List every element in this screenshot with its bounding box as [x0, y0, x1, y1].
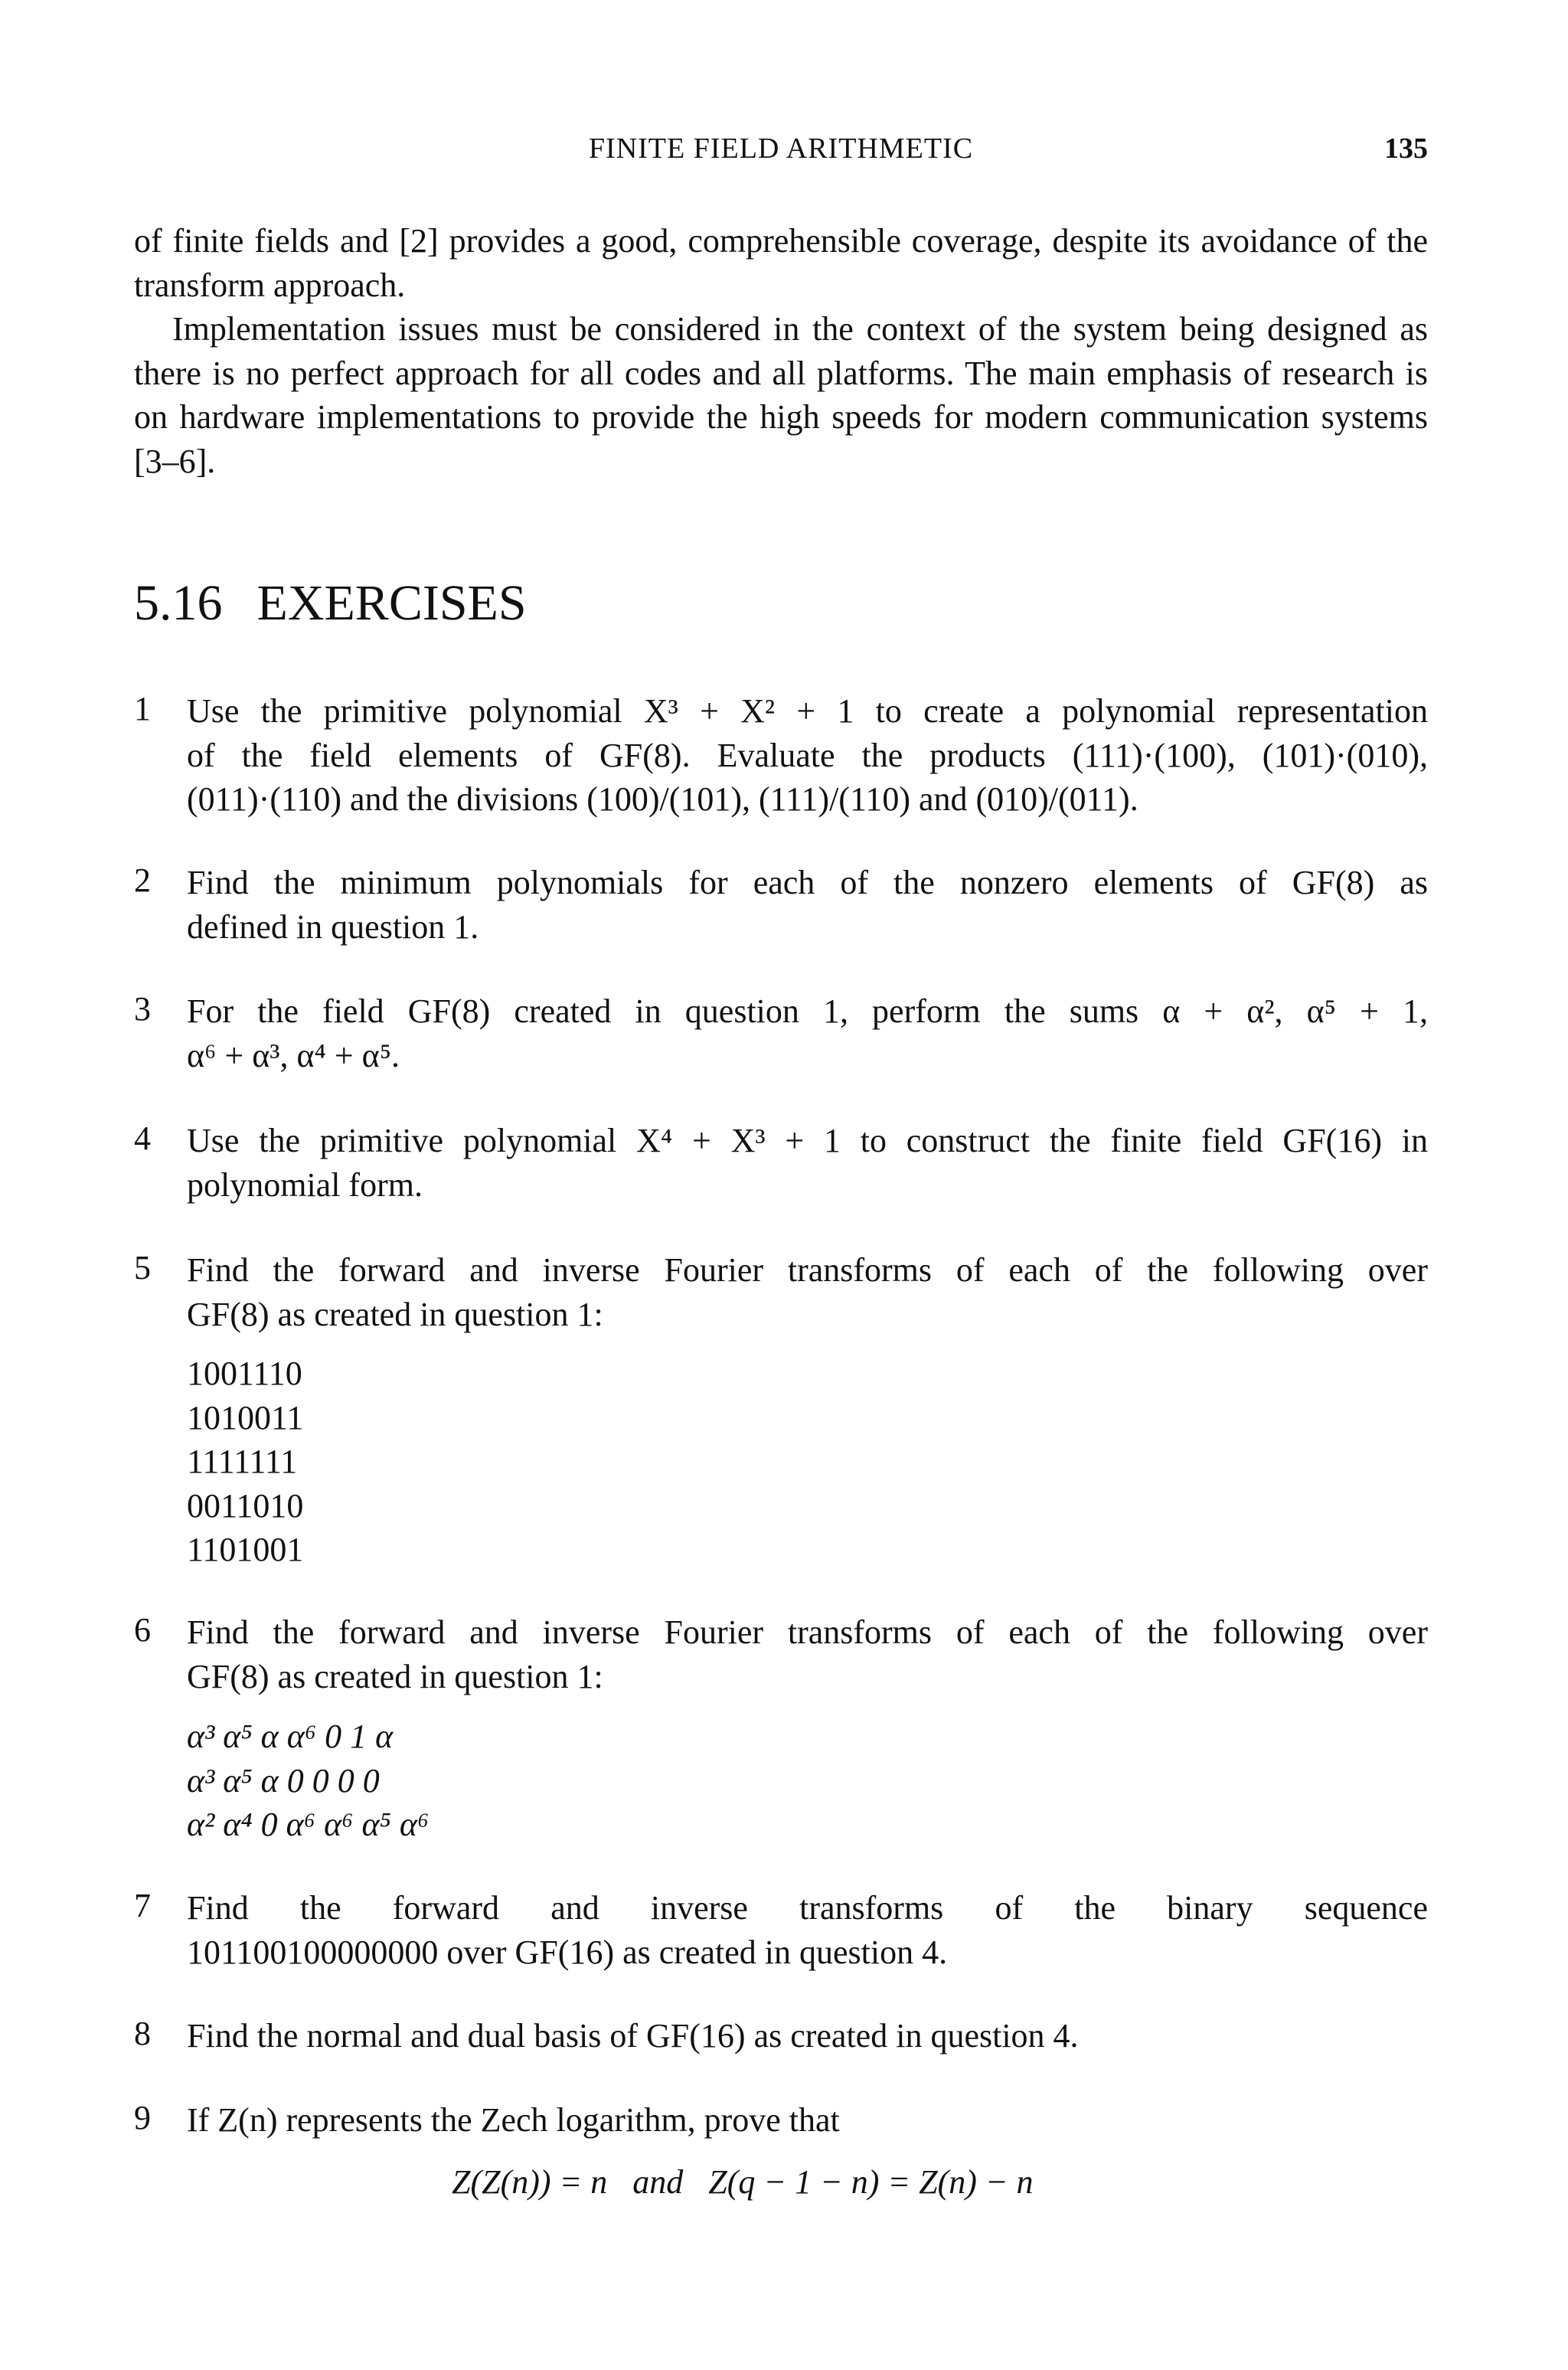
exercise-line: For the field GF(8) created in question 1, perform the sums α + α², α⁵ + 1, — [187, 992, 1428, 1030]
exercise-line: Find the forward and inverse Fourier transforms of each of the following over — [187, 1613, 1428, 1651]
intro-paragraph-1: of finite fields and [2] provides a good, comprehensible coverage, despite its avoidance of the transform approach. — [134, 222, 1428, 304]
binary-sequence: 1101001 — [187, 1531, 304, 1568]
exercise-line: (011)·(110) and the divisions (100)/(101), (111)/(110) and (010)/(011). — [187, 780, 1138, 818]
binary-sequence: 1001110 — [187, 1355, 302, 1392]
page-number: 135 — [1384, 132, 1428, 165]
exercise-line: of the field elements of GF(8). Evaluate the products (111)·(100), (101)·(010), — [187, 736, 1428, 774]
running-head — [134, 132, 1428, 172]
exercise-8-text — [187, 2014, 1428, 2058]
binary-sequence: 0011010 — [187, 1486, 304, 1525]
exercise-line: α⁶ + α³, α⁴ + α⁵. — [187, 1036, 400, 1074]
exercise-number: 1 — [134, 690, 151, 727]
exercise-number: 6 — [134, 1611, 151, 1649]
running-title: FINITE FIELD ARITHMETIC — [588, 132, 974, 165]
exercise-number: 2 — [134, 861, 151, 899]
exercise-5-text — [187, 1248, 1428, 1336]
exercise-line: Find the forward and inverse transforms of the binary sequence — [187, 1889, 1428, 1927]
exercise-line: Use the primitive polynomial X⁴ + X³ + 1 to construct the finite field GF(16) in — [187, 1122, 1428, 1159]
exercise-6-text — [187, 1610, 1428, 1698]
exercise-line: Use the primitive polynomial X³ + X² + 1 to create a polynomial representation — [187, 692, 1428, 730]
gf-sequence: α² α⁴ 0 α⁶ α⁶ α⁵ α⁶ — [187, 1806, 430, 1843]
exercise-4-text — [187, 1119, 1428, 1207]
binary-sequence: 1010011 — [187, 1398, 304, 1437]
exercise-line: GF(8) as created in question 1: — [187, 1295, 603, 1333]
exercise-3-text — [187, 989, 1428, 1077]
exercise-line: defined in question 1. — [187, 907, 479, 946]
exercise-2-text — [187, 861, 1428, 949]
zech-logarithm-equation: Z(Z(n)) = n and Z(q − 1 − n) = Z(n) − n — [452, 2163, 1034, 2201]
binary-sequence: 1111111 — [187, 1443, 298, 1480]
exercise-7-text — [187, 1886, 1428, 1974]
exercise-5-sequences — [187, 1352, 303, 1572]
section-heading — [134, 574, 527, 633]
exercise-line: Find the forward and inverse Fourier transforms of each of the following over — [187, 1251, 1428, 1289]
exercise-line: Find the normal and dual basis of GF(16) as created in question 4. — [187, 2017, 1079, 2055]
exercise-number: 5 — [134, 1249, 151, 1286]
section-title: EXERCISES — [256, 575, 527, 631]
exercise-line: 101100100000000 over GF(16) as created in question 4. — [187, 1933, 948, 1971]
exercise-number: 3 — [134, 990, 151, 1028]
exercise-number: 7 — [134, 1887, 151, 1924]
exercise-number: 8 — [134, 2015, 151, 2052]
exercise-1-text — [187, 689, 1428, 822]
gf-sequence: α³ α⁵ α 0 0 0 0 — [187, 1761, 380, 1800]
exercise-line: If Z(n) represents the Zech logarithm, prove that — [187, 2101, 840, 2139]
exercise-9-text — [187, 2098, 1428, 2143]
section-number: 5.16 — [134, 575, 223, 631]
intro-paragraph-2: Implementation issues must be considered in the context of the system being designed as there is no perfect approach for all codes and all platforms. The main emphasis of research is on hardware implementations to provide the high speeds for modern communication systems [3–6]. — [134, 310, 1428, 480]
exercise-6-sequences — [187, 1715, 429, 1847]
exercise-number: 4 — [134, 1120, 151, 1157]
gf-sequence: α³ α⁵ α α⁶ 0 1 α — [187, 1718, 394, 1755]
intro-text — [134, 219, 1428, 483]
exercise-line: GF(8) as created in question 1: — [187, 1657, 603, 1695]
exercise-line: Find the minimum polynomials for each of the nonzero elements of GF(8) as — [187, 864, 1428, 901]
exercise-line: polynomial form. — [187, 1165, 423, 1204]
exercise-number: 9 — [134, 2099, 151, 2136]
